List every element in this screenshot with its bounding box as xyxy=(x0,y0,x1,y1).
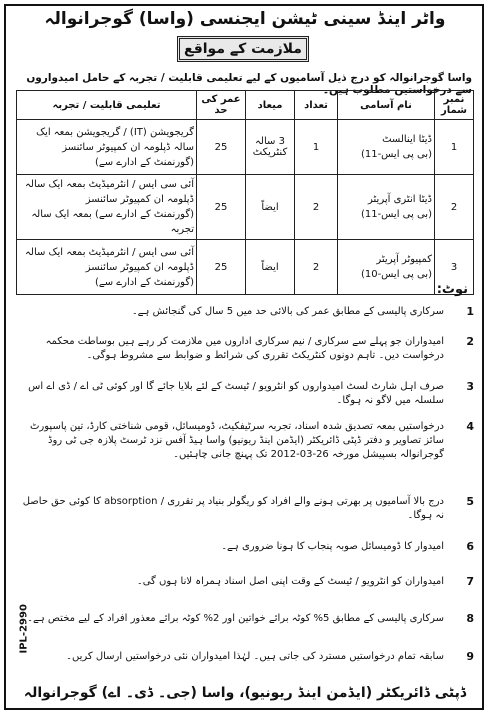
row-post: ڈیٹا انٹری آپریٹر (بی پی ایس-11) xyxy=(338,175,435,240)
col-age: عمر کی حد xyxy=(197,91,246,120)
row-qualification: گریجویشن (IT) / گریجویشن بمعہ ایک سالہ ڈپلومہ ان کمپیوٹر سائنسز (گورنمنٹ کے ادارے سے) xyxy=(17,120,197,175)
table-row xyxy=(17,175,474,240)
row-tenure: 3 سالہ کنٹریکٹ xyxy=(246,120,295,175)
row-post: ڈیٹا اینالسٹ (بی پی ایس-11) xyxy=(338,120,435,175)
table-row xyxy=(17,240,474,295)
note-item: 6 امیدوار کا ڈومیسائل صوبہ پنجاب کا ہونا ضروری ہے۔ xyxy=(221,540,474,553)
signature-line: ڈپٹی ڈائریکٹر (ایڈمن اینڈ ریونیو)، واسا (جی۔ ڈی۔ اے) گوجرانوالہ xyxy=(23,685,467,701)
col-qualification: تعلیمی قابلیت / تجربہ xyxy=(17,91,197,120)
row-serial: 1 xyxy=(435,120,474,175)
row-age: 25 xyxy=(197,240,246,295)
row-age: 25 xyxy=(197,120,246,175)
row-serial: 3 xyxy=(435,240,474,295)
note-item: 3 صرف اہل شارٹ لسٹ امیدواروں کو انٹرویو / ٹیسٹ کے لئے بلایا جائے گا اور کوئی ٹی اے / ڈی اے اس سلسلہ میں لاگو نہ ہوگا۔ xyxy=(28,380,474,406)
agency-title: واٹر اینڈ سینی ٹیشن ایجنسی (واسا) گوجرانوالہ xyxy=(44,9,446,29)
row-serial: 2 xyxy=(435,175,474,240)
notes-heading: نوٹ: xyxy=(436,282,468,297)
jobs-table xyxy=(16,90,474,295)
ipl-code: IPL-2990 xyxy=(18,604,30,654)
col-qty: تعداد xyxy=(295,91,338,120)
row-tenure: ایضاً xyxy=(246,175,295,240)
col-serial: نمبر شمار xyxy=(435,91,474,120)
row-post: کمپیوٹر آپریٹر (بی پی ایس-10) xyxy=(338,240,435,295)
note-item: 7 امیدواران کو انٹرویو / ٹیسٹ کے وقت اپنی اصل اسناد ہمراہ لانا ہوں گی۔ xyxy=(136,575,474,588)
col-post: نام آسامی xyxy=(338,91,435,120)
note-item: 2 امیدواران جو پہلے سے سرکاری / نیم سرکاری اداروں میں ملازمت کر رہے ہیں بوساطت محکمہ درخواست دیں۔ تاہم دونوں کنٹریکٹ تقرری کی شرائط و ضوابط سے مشروط ہوگی۔ xyxy=(45,335,474,361)
note-item: 9 سابقہ تمام درخواستیں مسترد کی جاتی ہیں۔ لہٰذا امیدواران نئی درخواستیں ارسال کریں۔ xyxy=(66,650,474,663)
note-item: 4 درخواستیں بمعہ تصدیق شدہ اسناد، تجربہ سرٹیفکیٹ، ڈومیسائل، قومی شناختی کارڈ، تین پاسپورٹ سائز تصاویر و دفتر ڈپٹی ڈائریکٹر (ایڈمن اینڈ ریونیو) واسا ہیڈ آفس نزد ٹرسٹ پلازہ جی ٹی روڈ گوجرانوالہ بسپیشل مورخہ 26-03-2012 تک پہنچ جانی چاہئیں۔ xyxy=(30,420,474,460)
note-item: 5 درج بالا آسامیوں پر بھرتی ہونے والے افراد کو ریگولر بنیاد پر تقرری / absorption کا کوئی حق حاصل نہ ہوگا۔ xyxy=(22,495,474,521)
note-item: 8 سرکاری پالیسی کے مطابق 5% کوٹہ برائے خواتین اور 2% کوٹہ برائے معذور افراد کے لیے مختص ہے۔ xyxy=(27,612,474,625)
row-qty: 1 xyxy=(295,120,338,175)
intro-text: واسا گوجرانوالہ کو درج ذیل آسامیوں کے لیے تعلیمی قابلیت / تجربہ کے حامل امیدواروں سے درخواستیں مطلوب ہیں۔ xyxy=(26,72,472,96)
row-qualification: آئی سی ایس / انٹرمیڈیٹ بمعہ ایک سالہ ڈپلومہ ان کمپیوٹر سائنسز (گورنمنٹ کے ادارے سے) بمعہ ایک سالہ تجربہ xyxy=(17,175,197,240)
row-tenure: ایضاً xyxy=(246,240,295,295)
row-qty: 2 xyxy=(295,175,338,240)
col-tenure: میعاد xyxy=(246,91,295,120)
note-item: 1 سرکاری پالیسی کے مطابق عمر کی بالائی حد میں 5 سال کی گنجائش ہے۔ xyxy=(131,305,474,318)
table-header-row xyxy=(17,91,474,120)
row-age: 25 xyxy=(197,175,246,240)
row-qty: 2 xyxy=(295,240,338,295)
row-qualification: آئی سی ایس / انٹرمیڈیٹ بمعہ ایک سالہ ڈپلومہ ان کمپیوٹر سائنسز (گورنمنٹ کے ادارے سے) xyxy=(17,240,197,295)
jobs-banner: ملازمت کے مواقع xyxy=(177,36,309,62)
table-row xyxy=(17,120,474,175)
